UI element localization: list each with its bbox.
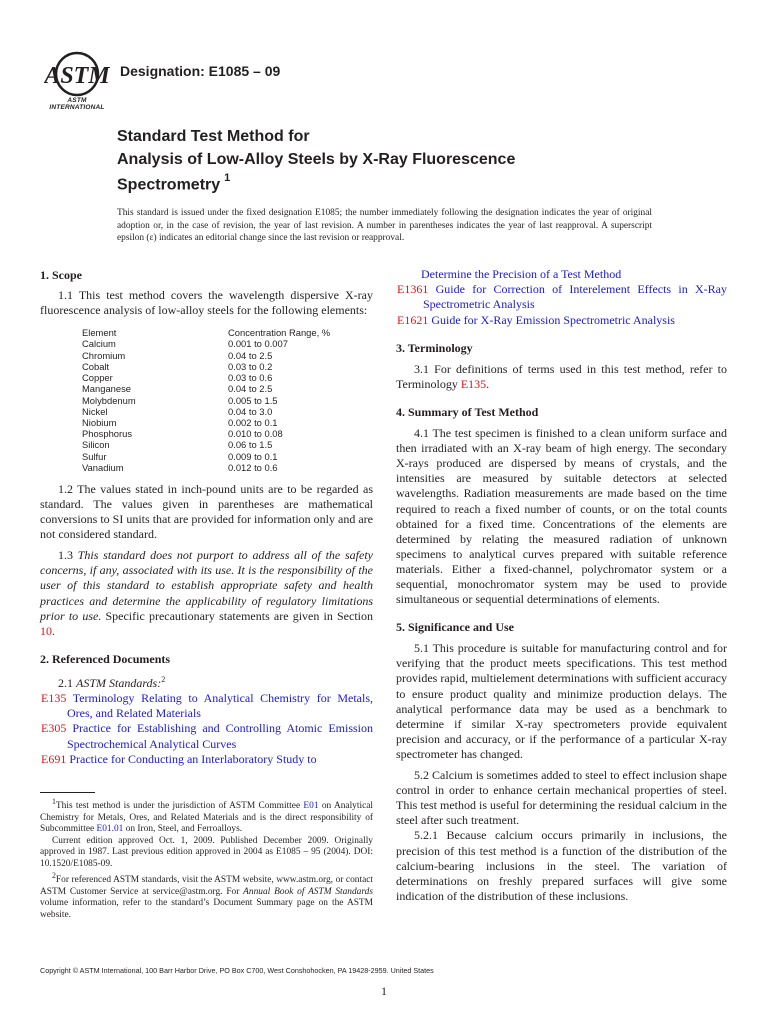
ref-e305	[40, 721, 373, 751]
element-table-body	[82, 338, 330, 472]
element-name: Vanadium	[82, 461, 124, 473]
element-name: Sulfur	[82, 450, 107, 462]
designation-label: Designation:	[120, 63, 205, 79]
table-header-element: Element	[82, 327, 117, 339]
table-row	[82, 350, 330, 361]
ref-title-link[interactable]: Guide for X-Ray Emission Spectrometric Analysis	[431, 312, 675, 327]
footnote-2	[40, 870, 373, 921]
concentration-range: 0.04 to 2.5	[228, 349, 273, 361]
element-name: Phosphorus	[82, 428, 133, 440]
p3-1-text: 3.1 For definitions of terms used in this test method, refer to Terminology	[396, 361, 727, 391]
significance-heading: 5. Significance and Use	[396, 620, 515, 635]
element-name: Cobalt	[82, 360, 110, 372]
table-row	[82, 372, 330, 383]
title-footnote-mark: 1	[224, 172, 231, 184]
e135-link[interactable]: E135	[460, 376, 487, 391]
footnote-rule	[40, 792, 95, 793]
ref-e691	[40, 752, 373, 767]
e01-link[interactable]: E01	[303, 801, 319, 812]
section-10-link[interactable]: 10	[40, 623, 52, 638]
footnote-1	[40, 796, 373, 836]
footnote-1-p2: Current edition approved Oct. 1, 2009. Published December 2009. Originally approved in 1987. Last previous edition approved in 2004 as E1085 – 95 (2004). DOI: 10.1520/E1085-09.	[40, 835, 373, 869]
ref-title-link[interactable]: Terminology Relating to Analytical Chemistry for Metals, Ores, and Related Materials	[67, 691, 373, 721]
fn2-a: For referenced ASTM standards, visit the ASTM website, www.astm.org, or contact ASTM Customer Service at service@astm.org. For	[40, 875, 373, 897]
ref-title-link[interactable]: Practice for Conducting an Interlaboratory Study to	[69, 751, 317, 766]
table-row	[82, 417, 330, 428]
significance-p5-2: 5.2 Calcium is sometimes added to steel to effect inclusion shape control in order to enhance certain mechanical properties of steel. This test method is useful for determining the residual calcium in the steel after such treatment.	[396, 768, 727, 828]
concentration-range: 0.03 to 0.2	[228, 360, 273, 372]
ref-e1361	[396, 282, 727, 312]
table-row	[82, 428, 330, 439]
title-text: Analysis of Low-Alloy Steels by X-Ray Fluorescence Spectrometry	[117, 151, 516, 194]
ref-e1621	[396, 313, 727, 328]
concentration-range: 0.04 to 2.5	[228, 383, 273, 395]
fn1-b: on Analytical Chemistry for Metals, Ores, and Related Materials and is the direct responsibility of Subcommittee	[40, 801, 374, 835]
ref-code-link[interactable]: E1621	[397, 312, 429, 327]
concentration-range: 0.03 to 0.6	[228, 372, 273, 384]
footnotes	[40, 796, 373, 921]
p3-1-end: .	[486, 376, 490, 391]
concentration-range: 0.005 to 1.5	[228, 394, 278, 406]
right-column	[396, 267, 727, 904]
ref-title-link[interactable]: Practice for Establishing and Controlling Atomic Emission Spectrochemical Analytical Curves	[67, 721, 374, 751]
p2-1-sup: 2	[161, 674, 166, 684]
table-row	[82, 338, 330, 349]
astm-logo	[44, 50, 110, 111]
terminology-heading: 3. Terminology	[396, 340, 473, 355]
concentration-range: 0.04 to 3.0	[228, 405, 273, 417]
concentration-range: 0.012 to 0.6	[228, 461, 278, 473]
fn2-b: volume information, refer to the standard’s Document Summary page on the ASTM website.	[40, 898, 373, 920]
ref-code-link[interactable]: E135	[41, 691, 67, 706]
referenced-p2-1	[40, 672, 373, 691]
referenced-heading: 2. Referenced Documents	[40, 651, 171, 666]
p1-3-tail: Specific precautionary statements are given in Section	[105, 608, 373, 623]
scope-heading: 1. Scope	[40, 268, 82, 282]
ref-e691-continued[interactable]: Determine the Precision of a Test Method	[421, 267, 622, 281]
table-row	[82, 439, 330, 450]
designation	[120, 63, 280, 79]
terminology-p3-1	[396, 362, 727, 392]
concentration-range: 0.009 to 0.1	[228, 450, 278, 462]
svg-text:ASTM: ASTM	[44, 63, 110, 89]
element-name: Niobium	[82, 416, 117, 428]
left-column	[40, 268, 373, 767]
significance-p5-2-1: 5.2.1 Because calcium occurs primarily in inclusions, the precision of this test method is a function of the distribution of the calcium-bearing inclusions in the steel. The variation of determinations on freshly prepared surfaces will give some indication of the distribution of these inclusions.	[396, 828, 727, 903]
referenced-list-right	[396, 282, 727, 328]
table-header-range: Concentration Range, %	[228, 327, 331, 339]
scope-p1-1: 1.1 This test method covers the wavelength dispersive X-ray fluorescence analysis of low-alloy steels for the following elements:	[40, 288, 373, 318]
concentration-range: 0.002 to 0.1	[228, 416, 278, 428]
e01-01-link[interactable]: E01.01	[96, 824, 124, 835]
ref-title-link[interactable]: Guide for Correction of Interelement Effects in X-Ray Spectrometric Analysis	[423, 282, 728, 312]
scope-p1-2: 1.2 The values stated in inch-pound units are to be regarded as standard. The values given in parentheses are mathematical conversions to SI units that are provided for information only and are not considered standard.	[40, 481, 373, 542]
intro-paragraph: This standard is issued under the fixed designation E1085; the number immediately following the designation indicates the year of original adoption or, in the case of revision, the year of last revision. A number in parentheses indicates the year of last reapproval. A superscript epsilon (ε) indicates an editorial change since the last revision or reapproval.	[117, 208, 652, 243]
fn2-italic: Annual Book of ASTM Standards	[243, 886, 373, 897]
table-row	[82, 451, 330, 462]
fn2-mark: 2	[52, 871, 56, 881]
ref-code-link[interactable]: E691	[41, 751, 67, 766]
title-line2	[117, 149, 617, 195]
concentration-range: 0.06 to 1.5	[228, 439, 273, 451]
fn1-mark: 1	[52, 797, 56, 806]
fn1-a: This test method is under the jurisdiction of ASTM Committee	[55, 801, 301, 812]
significance-p5-1: 5.1 This procedure is suitable for manufacturing control and for verifying that the product meets specifications. This test method provides rapid, multielement determinations with sufficient accuracy to ensure product quality and minimize production delays. The analytical performance data may be used as a benchmark to determine if similar X-ray spectrometers provide equivalent precision and accuracy, or if the performance of a particular X-ray spectrometer has changed.	[396, 641, 727, 761]
p2-1-num: 2.1	[58, 675, 73, 690]
element-name: Calcium	[82, 338, 116, 350]
page-number: 1	[381, 984, 387, 998]
p1-3-num: 1.3	[58, 548, 73, 563]
ref-code-link[interactable]: E1361	[397, 282, 429, 297]
element-name: Nickel	[82, 405, 108, 417]
logo-text: ASTM INTERNATIONAL	[49, 97, 105, 111]
summary-p4-1: 4.1 The test specimen is finished to a clean uniform surface and then irradiated with an X-ray beam of high energy. The secondary X-rays produced are dispersed by means of crystals, and the intensities are measured by suitable detectors at selected wavelengths. Radiation measurements are made based on the time required to reach a fixed number of counts, or on the total counts obtained for a fixed time. Concentrations of the elements are determined by relating the measured radiation of unknown specimens to analytical curves prepared with suitable reference materials. Either a fixed-channel, polychromator system or a sequential, monochromator system may be used to provide simultaneous or sequential determinations of elements.	[396, 426, 727, 607]
copyright-footer: Copyright © ASTM International, 100 Barr Harbor Drive, PO Box C700, West Conshohocken, PA 19428-2959. United States	[40, 966, 434, 975]
astm-standards-label: ASTM Standards:	[76, 675, 162, 690]
p1-3-end: .	[52, 623, 55, 638]
table-row	[82, 361, 330, 372]
summary-heading: 4. Summary of Test Method	[396, 404, 539, 419]
ref-e135	[40, 691, 373, 721]
element-name: Manganese	[82, 383, 131, 395]
table-row	[82, 462, 330, 473]
element-table-header	[82, 327, 330, 338]
table-row	[82, 383, 330, 394]
designation-value: E1085 – 09	[208, 63, 281, 79]
concentration-range: 0.001 to 0.007	[228, 338, 288, 350]
element-table	[82, 327, 330, 473]
element-name: Chromium	[82, 349, 126, 361]
element-name: Silicon	[82, 439, 110, 451]
element-name: Molybdenum	[82, 394, 136, 406]
concentration-range: 0.010 to 0.08	[228, 428, 283, 440]
referenced-list-left	[40, 691, 373, 767]
table-row	[82, 406, 330, 417]
ref-code-link[interactable]: E305	[41, 721, 67, 736]
element-name: Copper	[82, 372, 113, 384]
table-row	[82, 395, 330, 406]
scope-p1-3	[40, 548, 373, 639]
fn1-c: on Iron, Steel, and Ferroalloys.	[125, 824, 243, 835]
safety-statement: This standard does not purport to address all of the safety concerns, if any, associated with its use. It is the responsibility of the user of this standard to establish appropriate safety and health practices and determine the applicability of regulatory limitations prior to use.	[40, 548, 373, 623]
title-line1: Standard Test Method for	[117, 128, 310, 145]
